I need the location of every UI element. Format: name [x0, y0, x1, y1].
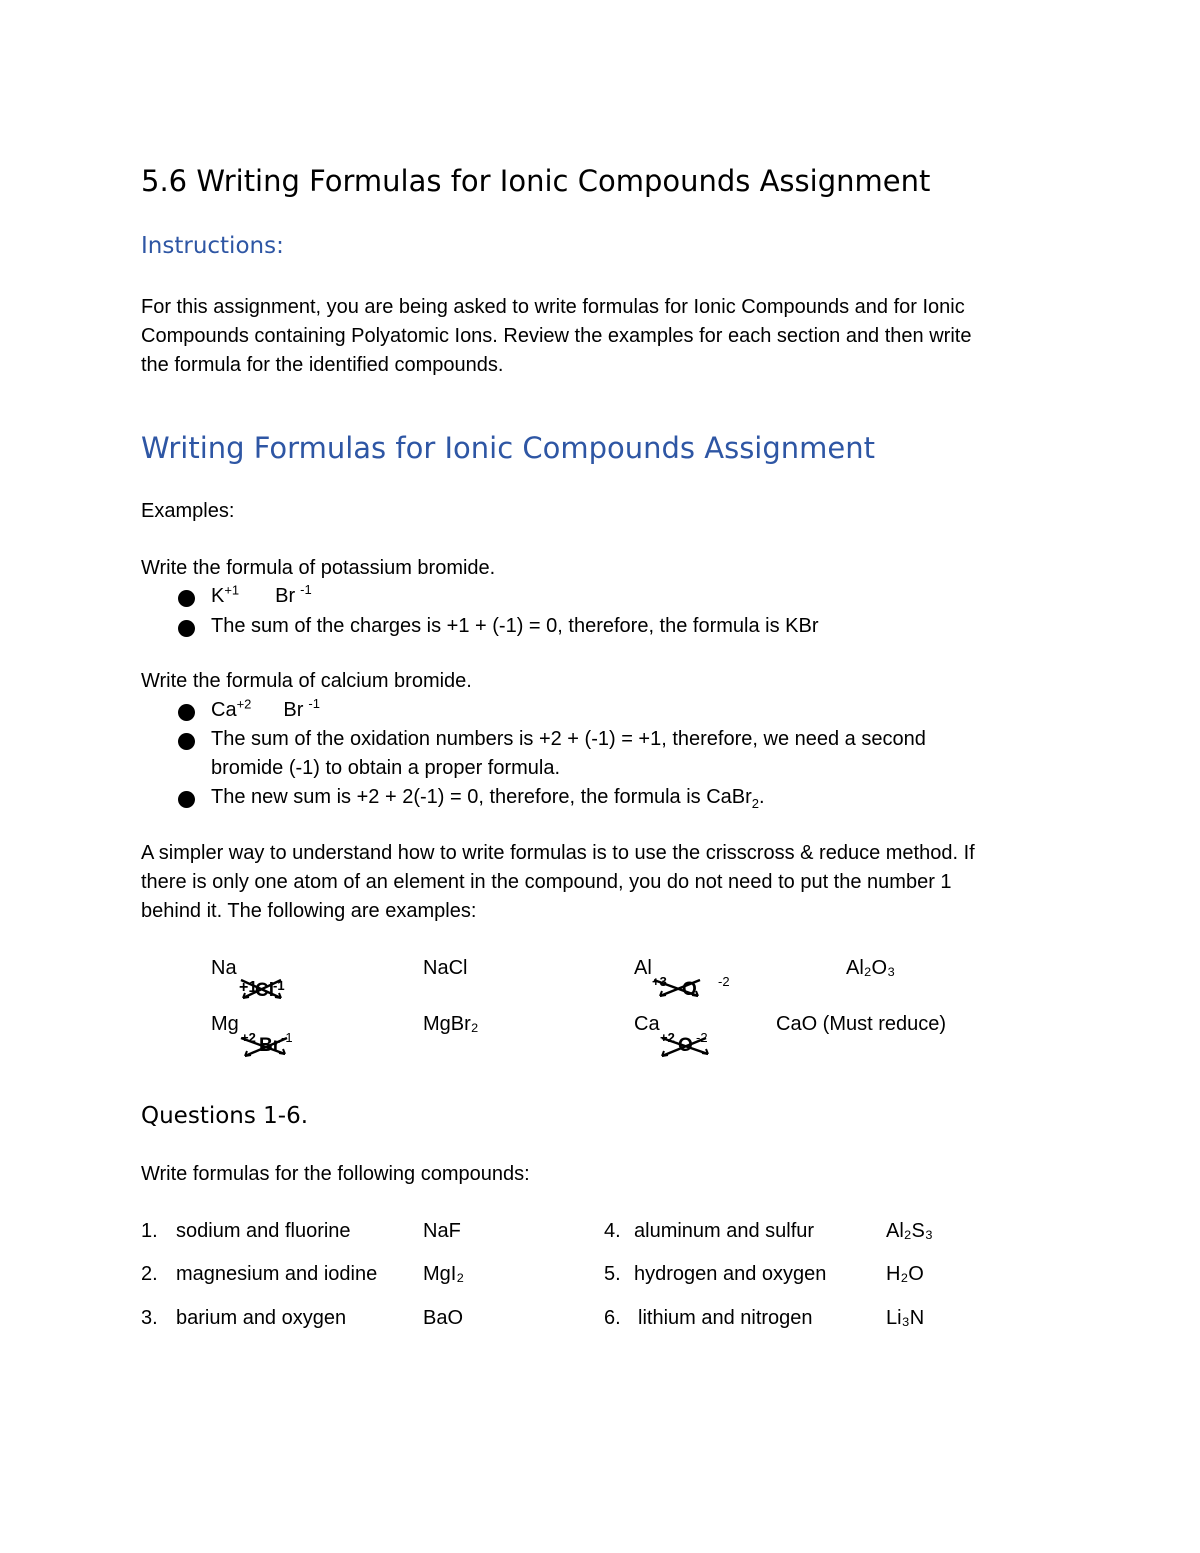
questions-heading: Questions 1-6.	[141, 1103, 309, 1129]
example2-step1	[211, 725, 926, 783]
question-answer: NaF	[423, 1220, 461, 1242]
question-answer: H₂O	[886, 1263, 924, 1285]
example1-prompt: Write the formula of potassium bromide.	[141, 557, 496, 579]
example2-step1-line: The sum of the oxidation numbers is +2 + (-1) = +1, therefore, we need a second	[211, 728, 926, 750]
period: .	[759, 786, 765, 808]
instructions-line: For this assignment, you are being asked to write formulas for Ionic Compounds and for Ionic	[141, 296, 965, 318]
question-answer: Li₃N	[886, 1307, 925, 1329]
example2-ions	[211, 696, 320, 725]
question-number: 6.	[604, 1307, 621, 1329]
crisscross-result: CaO (Must reduce)	[776, 1013, 947, 1035]
crisscross-ions-nacl	[211, 954, 287, 1001]
anion-symbol: Br	[283, 699, 304, 721]
ion-left: Al	[634, 957, 652, 979]
bullet-icon	[178, 590, 195, 607]
crisscross-ions-cao	[634, 1010, 714, 1056]
ion-left: Na	[211, 957, 237, 979]
cation-charge: +2	[236, 696, 252, 712]
question-text: hydrogen and oxygen	[634, 1263, 827, 1285]
question-text: lithium and nitrogen	[638, 1307, 813, 1329]
question-answer: MgI₂	[423, 1263, 465, 1285]
question-text: aluminum and sulfur	[634, 1220, 815, 1242]
question-number: 1.	[141, 1220, 158, 1242]
example1-step: The sum of the charges is +1 + (-1) = 0, therefore, the formula is KBr	[211, 615, 819, 637]
instructions-heading: Instructions:	[141, 233, 284, 259]
ion-left: Ca	[634, 1013, 660, 1035]
anion-charge: -1	[300, 582, 312, 598]
crisscross-ions-mgbr2	[211, 1010, 295, 1056]
crisscross-result: Al₂O₃	[846, 957, 896, 979]
svg-text:Cl: Cl	[254, 980, 274, 1001]
ion-left: Mg	[211, 1013, 239, 1035]
crisscross-line: there is only one atom of an element in the compound, you do not need to put the number 1	[141, 871, 952, 893]
example2-step2-text: The new sum is +2 + 2(-1) = 0, therefore, the formula is CaBr	[211, 786, 752, 808]
subscript: 2	[751, 796, 760, 811]
svg-text:+2: +2	[240, 1030, 256, 1045]
question-number: 3.	[141, 1307, 158, 1329]
crisscross-result: MgBr₂	[423, 1013, 479, 1035]
instructions-line: the formula for the identified compounds.	[141, 354, 504, 376]
bullet-icon	[178, 620, 195, 637]
question-text: sodium and fluorine	[176, 1220, 351, 1242]
question-answer: Al₂S₃	[886, 1220, 934, 1242]
svg-text:+2: +2	[659, 1030, 675, 1045]
anion-charge: -1	[308, 696, 320, 712]
anion-symbol: Br	[275, 585, 296, 607]
question-number: 5.	[604, 1263, 621, 1285]
example2-step2	[211, 783, 765, 812]
crisscross-ions-al2o3	[634, 954, 730, 1000]
examples-label: Examples:	[141, 500, 235, 522]
question-number: 2.	[141, 1263, 158, 1285]
instructions-paragraph	[141, 293, 971, 380]
crisscross-line: behind it. The following are examples:	[141, 900, 477, 922]
question-number: 4.	[604, 1220, 621, 1242]
section-heading: Writing Formulas for Ionic Compounds Assignment	[141, 431, 875, 465]
page-title: 5.6 Writing Formulas for Ionic Compounds Assignment	[141, 164, 931, 198]
crisscross-paragraph	[141, 839, 975, 926]
crisscross-result: NaCl	[423, 957, 468, 979]
questions-prompt: Write formulas for the following compounds:	[141, 1163, 530, 1185]
svg-text:Br: Br	[258, 1035, 280, 1056]
bullet-icon	[178, 704, 195, 721]
cation-symbol: Ca	[211, 699, 237, 721]
question-text: magnesium and iodine	[176, 1263, 378, 1285]
bullet-icon	[178, 733, 195, 750]
cation-symbol: K	[211, 585, 225, 607]
svg-text:+3: +3	[651, 974, 667, 989]
svg-text:O: O	[681, 979, 697, 1000]
example2-prompt: Write the formula of calcium bromide.	[141, 670, 472, 692]
svg-text:-2: -2	[695, 1030, 708, 1045]
svg-text:O: O	[677, 1035, 693, 1056]
example1-ions	[211, 582, 312, 611]
cation-charge: +1	[224, 582, 240, 598]
crisscross-line: A simpler way to understand how to write formulas is to use the crisscross & reduce method. If	[141, 842, 975, 864]
example2-step1-line: bromide (-1) to obtain a proper formula.	[211, 757, 561, 779]
question-text: barium and oxygen	[176, 1307, 347, 1329]
question-answer: BaO	[423, 1307, 464, 1329]
svg-text:-1: -1	[272, 978, 285, 993]
bullet-icon	[178, 791, 195, 808]
svg-text:+1: +1	[238, 979, 257, 996]
svg-text:-2: -2	[717, 974, 730, 989]
instructions-line: Compounds containing Polyatomic Ions. Review the examples for each section and then write	[141, 325, 972, 347]
svg-text:-1: -1	[280, 1030, 293, 1045]
